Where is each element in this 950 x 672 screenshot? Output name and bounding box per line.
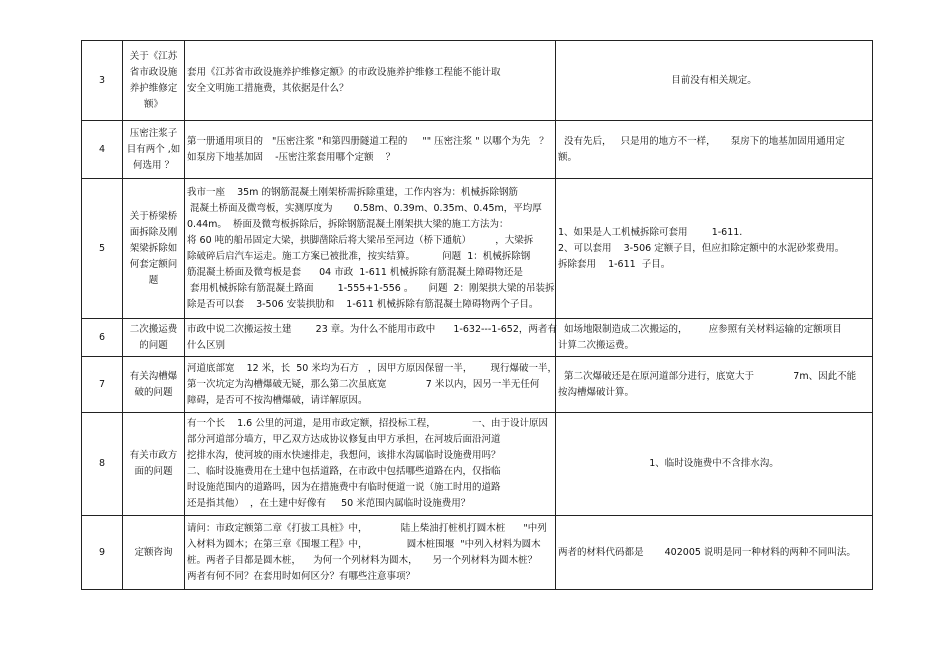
table-row — [82, 121, 873, 179]
row-topic: 压密注浆子 目有两个 ,如 何选用 ？ — [123, 121, 185, 179]
row-question: 有一个长 1.6 公里的河道，是用市政定额，招投标工程， 一、由于设计原因 部分河道部分墙方，甲乙双方达成协议修复由甲方承担，在河坡后面沿河道 挖排水沟，使河坡的雨水快速排走，我想问，该排水沟属临时设施费用吗？ 二、临时设施费用在土建中包括道路，在市政中包括哪些道路在内，仅指临 时设施范围内的道路吗，因为在措施费中有临时便道一说（施工时用的道路 还是指其他） ，在土建中好像有 50 米范围内属临时设施费用？ — [185, 413, 556, 516]
row-answer: 1、如果是人工机械拆除可套用 1-611. 2、可以套用 3-506 定额子目，但应扣除定额中的水泥砂浆费用。 拆除套用 1-611 子目。 — [556, 179, 873, 319]
row-topic: 定额咨询 — [123, 516, 185, 590]
row-number: 7 — [82, 357, 123, 413]
table-row — [82, 41, 873, 121]
table-row — [82, 319, 873, 357]
row-answer: 目前没有相关规定。 — [556, 41, 873, 121]
row-topic: 关于《江苏 省市政设施 养护维修定 额》 — [123, 41, 185, 121]
row-topic: 有关沟槽爆 破的问题 — [123, 357, 185, 413]
row-question: 套用《江苏省市政设施养护维修定额》的市政设施养护维修工程能不能计取 安全文明施工措施费，其依据是什么？ — [185, 41, 556, 121]
row-answer: 第二次爆破还是在原河道部分进行，底宽大于 7m、因此不能 按沟槽爆破计算。 — [556, 357, 873, 413]
row-topic: 有关市政方 面的问题 — [123, 413, 185, 516]
row-number: 5 — [82, 179, 123, 319]
row-topic: 关于桥梁桥 面拆除及刚 架梁拆除如 何套定额问 题 — [123, 179, 185, 319]
table-row — [82, 179, 873, 319]
row-answer: 两者的材料代码都是 402005 说明是同一种材料的两种不同叫法。 — [556, 516, 873, 590]
row-answer: 如场地限制造成二次搬运的， 应参照有关材料运输的定额项目 计算二次搬运费。 — [556, 319, 873, 357]
row-question: 市政中说二次搬运按土建 23 章。为什么不能用市政中 1-632---1-652，两者有 什么区别 — [185, 319, 556, 357]
row-number: 6 — [82, 319, 123, 357]
qa-table — [81, 40, 873, 590]
table-row — [82, 357, 873, 413]
row-question: 河道底部宽 12 米，长 50 米均为石方 ，因甲方原因保留一半， 现行爆破一半， 第一次坑定为沟槽爆破无疑，那么第二次虽底宽 7 米以内，因另一半无任何 障碍，是否可不按沟槽爆破，请详解原因。 — [185, 357, 556, 413]
row-number: 4 — [82, 121, 123, 179]
row-question: 我市一座 35m 的钢筋混凝土刚架桥需拆除重建，工作内容为：机械拆除钢筋 混凝土桥面及微弯板，实测厚度为 0.58m、0.39m、0.35m、0.45m，平均厚 0.44m。 桥面及微弯板拆除后，拆除钢筋混凝土刚架拱大梁的施工方法为： 将 60 吨的船吊固定大梁，拱脚凿除后将大梁吊至河边（桥下通航） ，大梁拆 除破碎后启汽车运走。施工方案已被批准，按实结算。 问题 1：机械拆除钢 筋混凝土桥面及微弯板是套 04 市政 1-611 机械拆除有筋混凝土障碍物还是 套用机械拆除有筋混凝土路面 1-555+1-556 。 问题 2：刚架拱大梁的吊装拆 除是否可以套 3-506 安装拱肋和 1-611 机械拆除有筋混凝土障碍物两个子目。 — [185, 179, 556, 319]
row-topic: 二次搬运费 的问题 — [123, 319, 185, 357]
row-answer: 没有先后， 只是用的地方不一样， 泵房下的地基加固用通用定 额。 — [556, 121, 873, 179]
table-row — [82, 516, 873, 590]
row-answer: 1、临时设施费中不含排水沟。 — [556, 413, 873, 516]
row-number: 8 — [82, 413, 123, 516]
row-question: 请问：市政定额第二章《打拔工具桩》中， 陆上柴油打桩机打圆木桩 "中列 入材料为圆木；在第三章《围堰工程》中， 圆木桩围堰 "中列入材料为圆木 桩。两者子目都是圆木桩， 为何一个列材料为圆木， 另一个列材料为圆木桩？ 两者有何不同？在套用时如何区分？有哪些注意事项？ — [185, 516, 556, 590]
row-number: 9 — [82, 516, 123, 590]
row-number: 3 — [82, 41, 123, 121]
table-row — [82, 413, 873, 516]
row-question: 第一册通用项目的 "压密注浆 "和第四册隧道工程的 "" 压密注浆 " 以哪个为先 ？ 如泵房下地基加固 -压密注浆套用哪个定额 ？ — [185, 121, 556, 179]
